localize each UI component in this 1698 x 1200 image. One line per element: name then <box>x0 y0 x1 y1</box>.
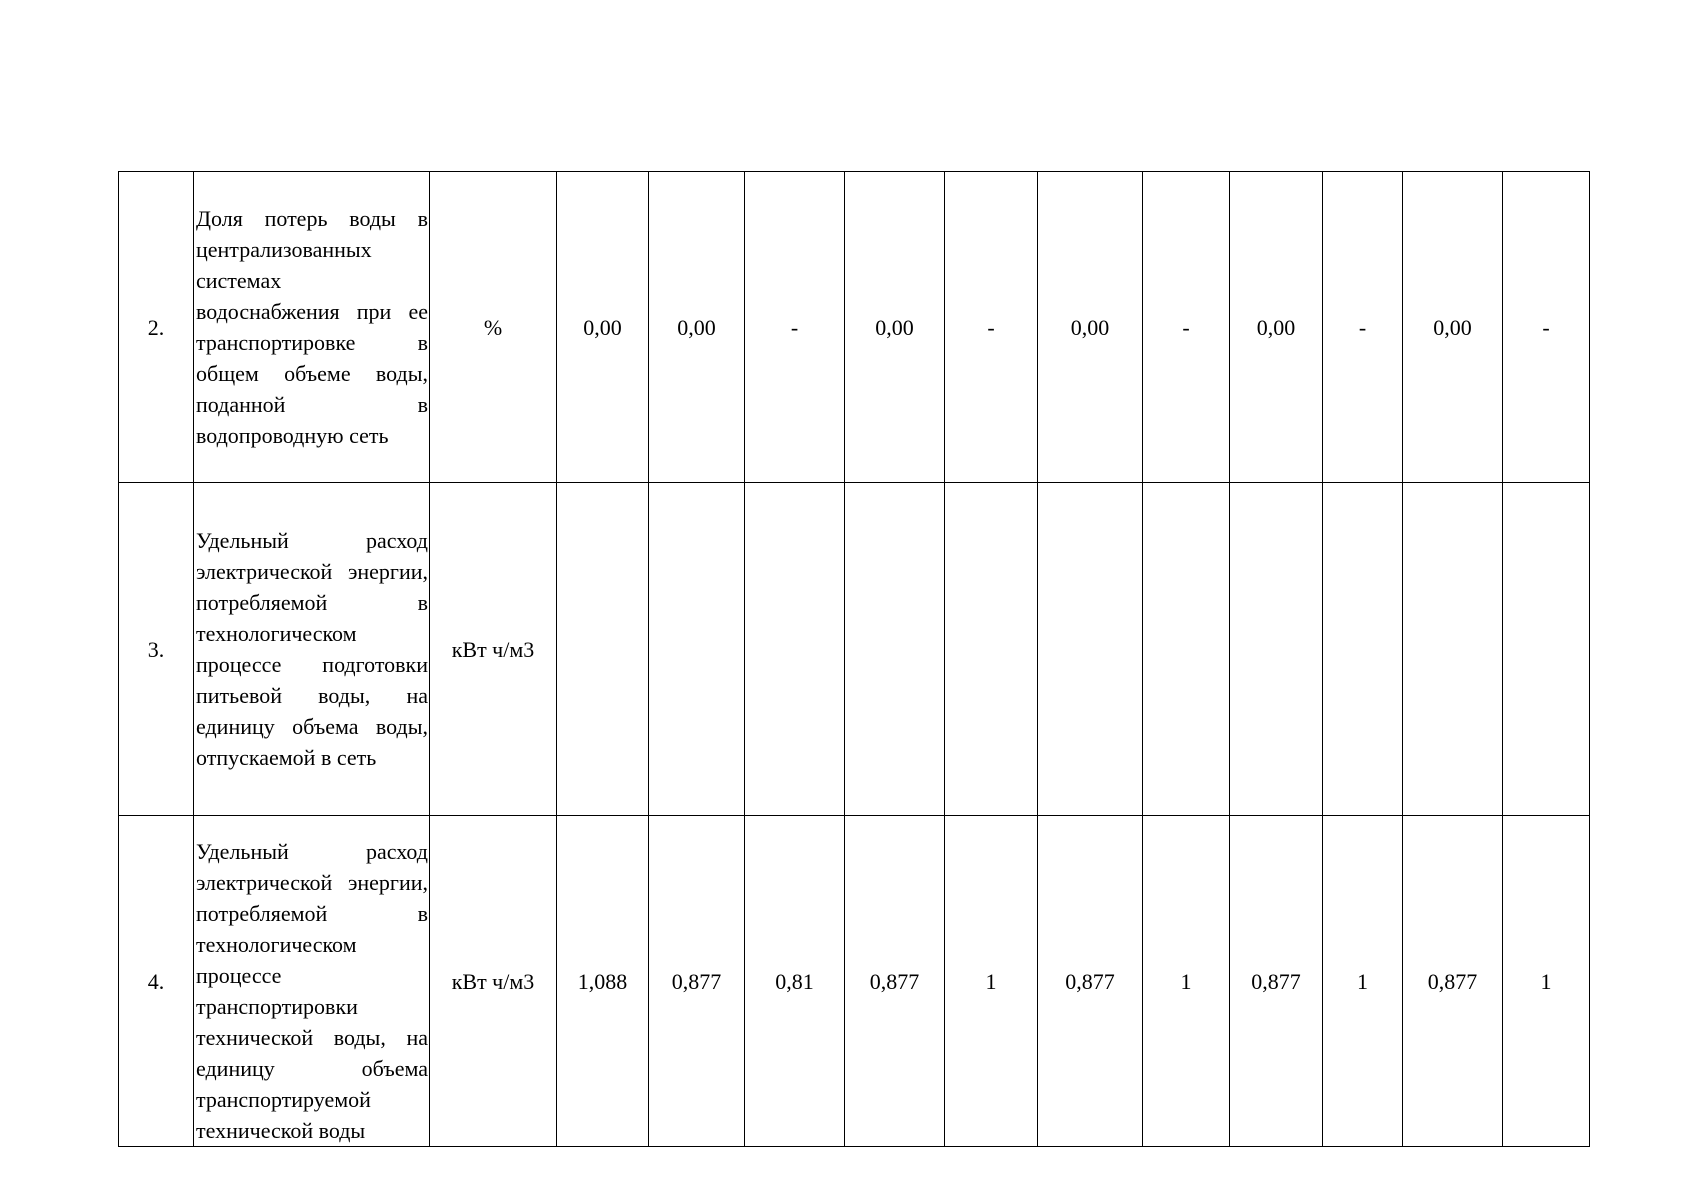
indicators-table <box>118 171 1590 1147</box>
value-cell <box>1403 483 1503 816</box>
value-cell: 0,00 <box>1038 172 1143 483</box>
value-cell: 0,00 <box>1403 172 1503 483</box>
row-number: 3. <box>119 483 194 816</box>
value-cell: 0,00 <box>557 172 649 483</box>
unit-cell: кВт ч/м3 <box>430 483 557 816</box>
value-cell <box>1323 483 1403 816</box>
value-cell: 0,00 <box>649 172 745 483</box>
value-cell: 0,81 <box>745 816 845 1147</box>
value-cell: 1 <box>1143 816 1230 1147</box>
table-row <box>119 172 1590 483</box>
value-cell: 1 <box>945 816 1038 1147</box>
value-cell: 0,00 <box>1230 172 1323 483</box>
value-cell: 0,877 <box>1403 816 1503 1147</box>
value-cell: - <box>1323 172 1403 483</box>
value-cell: 1,088 <box>557 816 649 1147</box>
value-cell: 1 <box>1323 816 1403 1147</box>
value-cell: 0,877 <box>1038 816 1143 1147</box>
value-cell <box>845 483 945 816</box>
value-cell: 1 <box>1503 816 1590 1147</box>
indicator-name: Удельный расход электрической энергии, потребляемой в технологическом процессе подготовки питьевой воды, на единицу объема воды, отпускаемой в сеть <box>194 483 430 816</box>
indicator-name: Удельный расход электрической энергии, потребляемой в технологическом процессе транспортировки технической воды, на единицу объема транспортируемой технической воды <box>194 816 430 1147</box>
value-cell: - <box>1143 172 1230 483</box>
value-cell <box>745 483 845 816</box>
table-row <box>119 816 1590 1147</box>
value-cell: 0,877 <box>845 816 945 1147</box>
value-cell <box>557 483 649 816</box>
value-cell <box>1230 483 1323 816</box>
value-cell: 0,00 <box>845 172 945 483</box>
value-cell: 0,877 <box>1230 816 1323 1147</box>
row-number: 2. <box>119 172 194 483</box>
value-cell <box>1503 483 1590 816</box>
value-cell: 0,877 <box>649 816 745 1147</box>
value-cell: - <box>945 172 1038 483</box>
row-number: 4. <box>119 816 194 1147</box>
value-cell <box>649 483 745 816</box>
unit-cell: кВт ч/м3 <box>430 816 557 1147</box>
value-cell <box>1143 483 1230 816</box>
table-row <box>119 483 1590 816</box>
value-cell: - <box>1503 172 1590 483</box>
indicator-name: Доля потерь воды в централизованных системах водоснабжения при ее транспортировке в общем объеме воды, поданной в водопроводную сеть <box>194 172 430 483</box>
value-cell <box>1038 483 1143 816</box>
value-cell: - <box>745 172 845 483</box>
unit-cell: % <box>430 172 557 483</box>
value-cell <box>945 483 1038 816</box>
